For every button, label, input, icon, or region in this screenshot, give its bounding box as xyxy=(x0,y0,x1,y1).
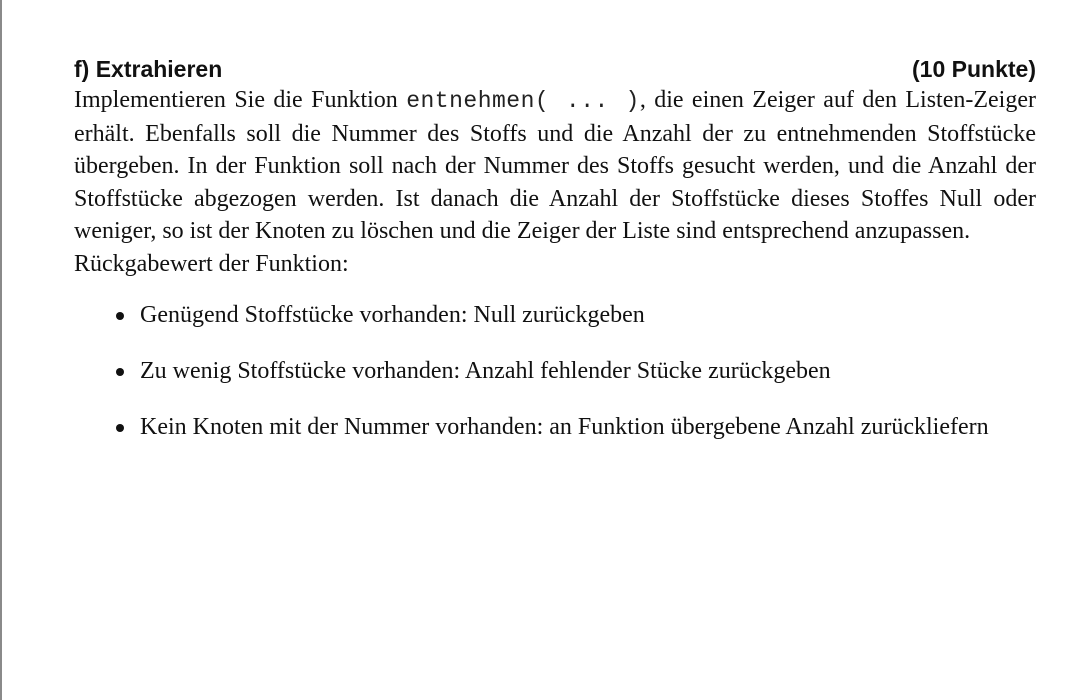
bullet-icon xyxy=(116,424,124,432)
list-item-text: Kein Knoten mit der Nummer vorhanden: an Funktion übergebene Anzahl zurückliefern xyxy=(140,413,989,440)
exercise-page xyxy=(74,54,1036,467)
task-points: (10 Punkte) xyxy=(912,56,1036,82)
bullet-icon xyxy=(116,368,124,376)
list-item-text: Genügend Stoffstücke vorhanden: Null zurückgeben xyxy=(140,301,645,328)
function-name-code: entnehmen( ... ) xyxy=(406,88,640,114)
task-heading xyxy=(74,54,1036,84)
task-label: f) Extrahieren xyxy=(74,56,223,82)
task-description xyxy=(74,84,1036,248)
return-value-label: Rückgabewert der Funktion: xyxy=(74,250,349,277)
list-item xyxy=(74,411,1036,443)
list-item xyxy=(74,299,1036,331)
list-item xyxy=(74,355,1036,387)
return-value-list xyxy=(74,299,1036,443)
description-text-start: Implementieren Sie die Funktion xyxy=(74,87,407,113)
page-edge-rule xyxy=(0,0,2,700)
list-item-text: Zu wenig Stoffstücke vorhanden: Anzahl fehlender Stücke zurückgeben xyxy=(140,357,831,384)
bullet-icon xyxy=(116,312,124,320)
description-text-rest: , die einen Zeiger auf den Listen-Zeiger erhält. Ebenfalls soll die Nummer des Stoffs und die Anzahl der zu entnehmenden Stoffstücke übergeben. In der Funktion soll nach der Nummer des Stoffs gesucht werden, und die Anzahl der Stoffstücke abgezogen werden. Ist danach die Anzahl der Stoffstücke dieses Stoffes Null oder weniger, so ist der Knoten zu löschen und die Zeiger der Liste sind entsprechend anzupassen. xyxy=(74,87,1036,244)
